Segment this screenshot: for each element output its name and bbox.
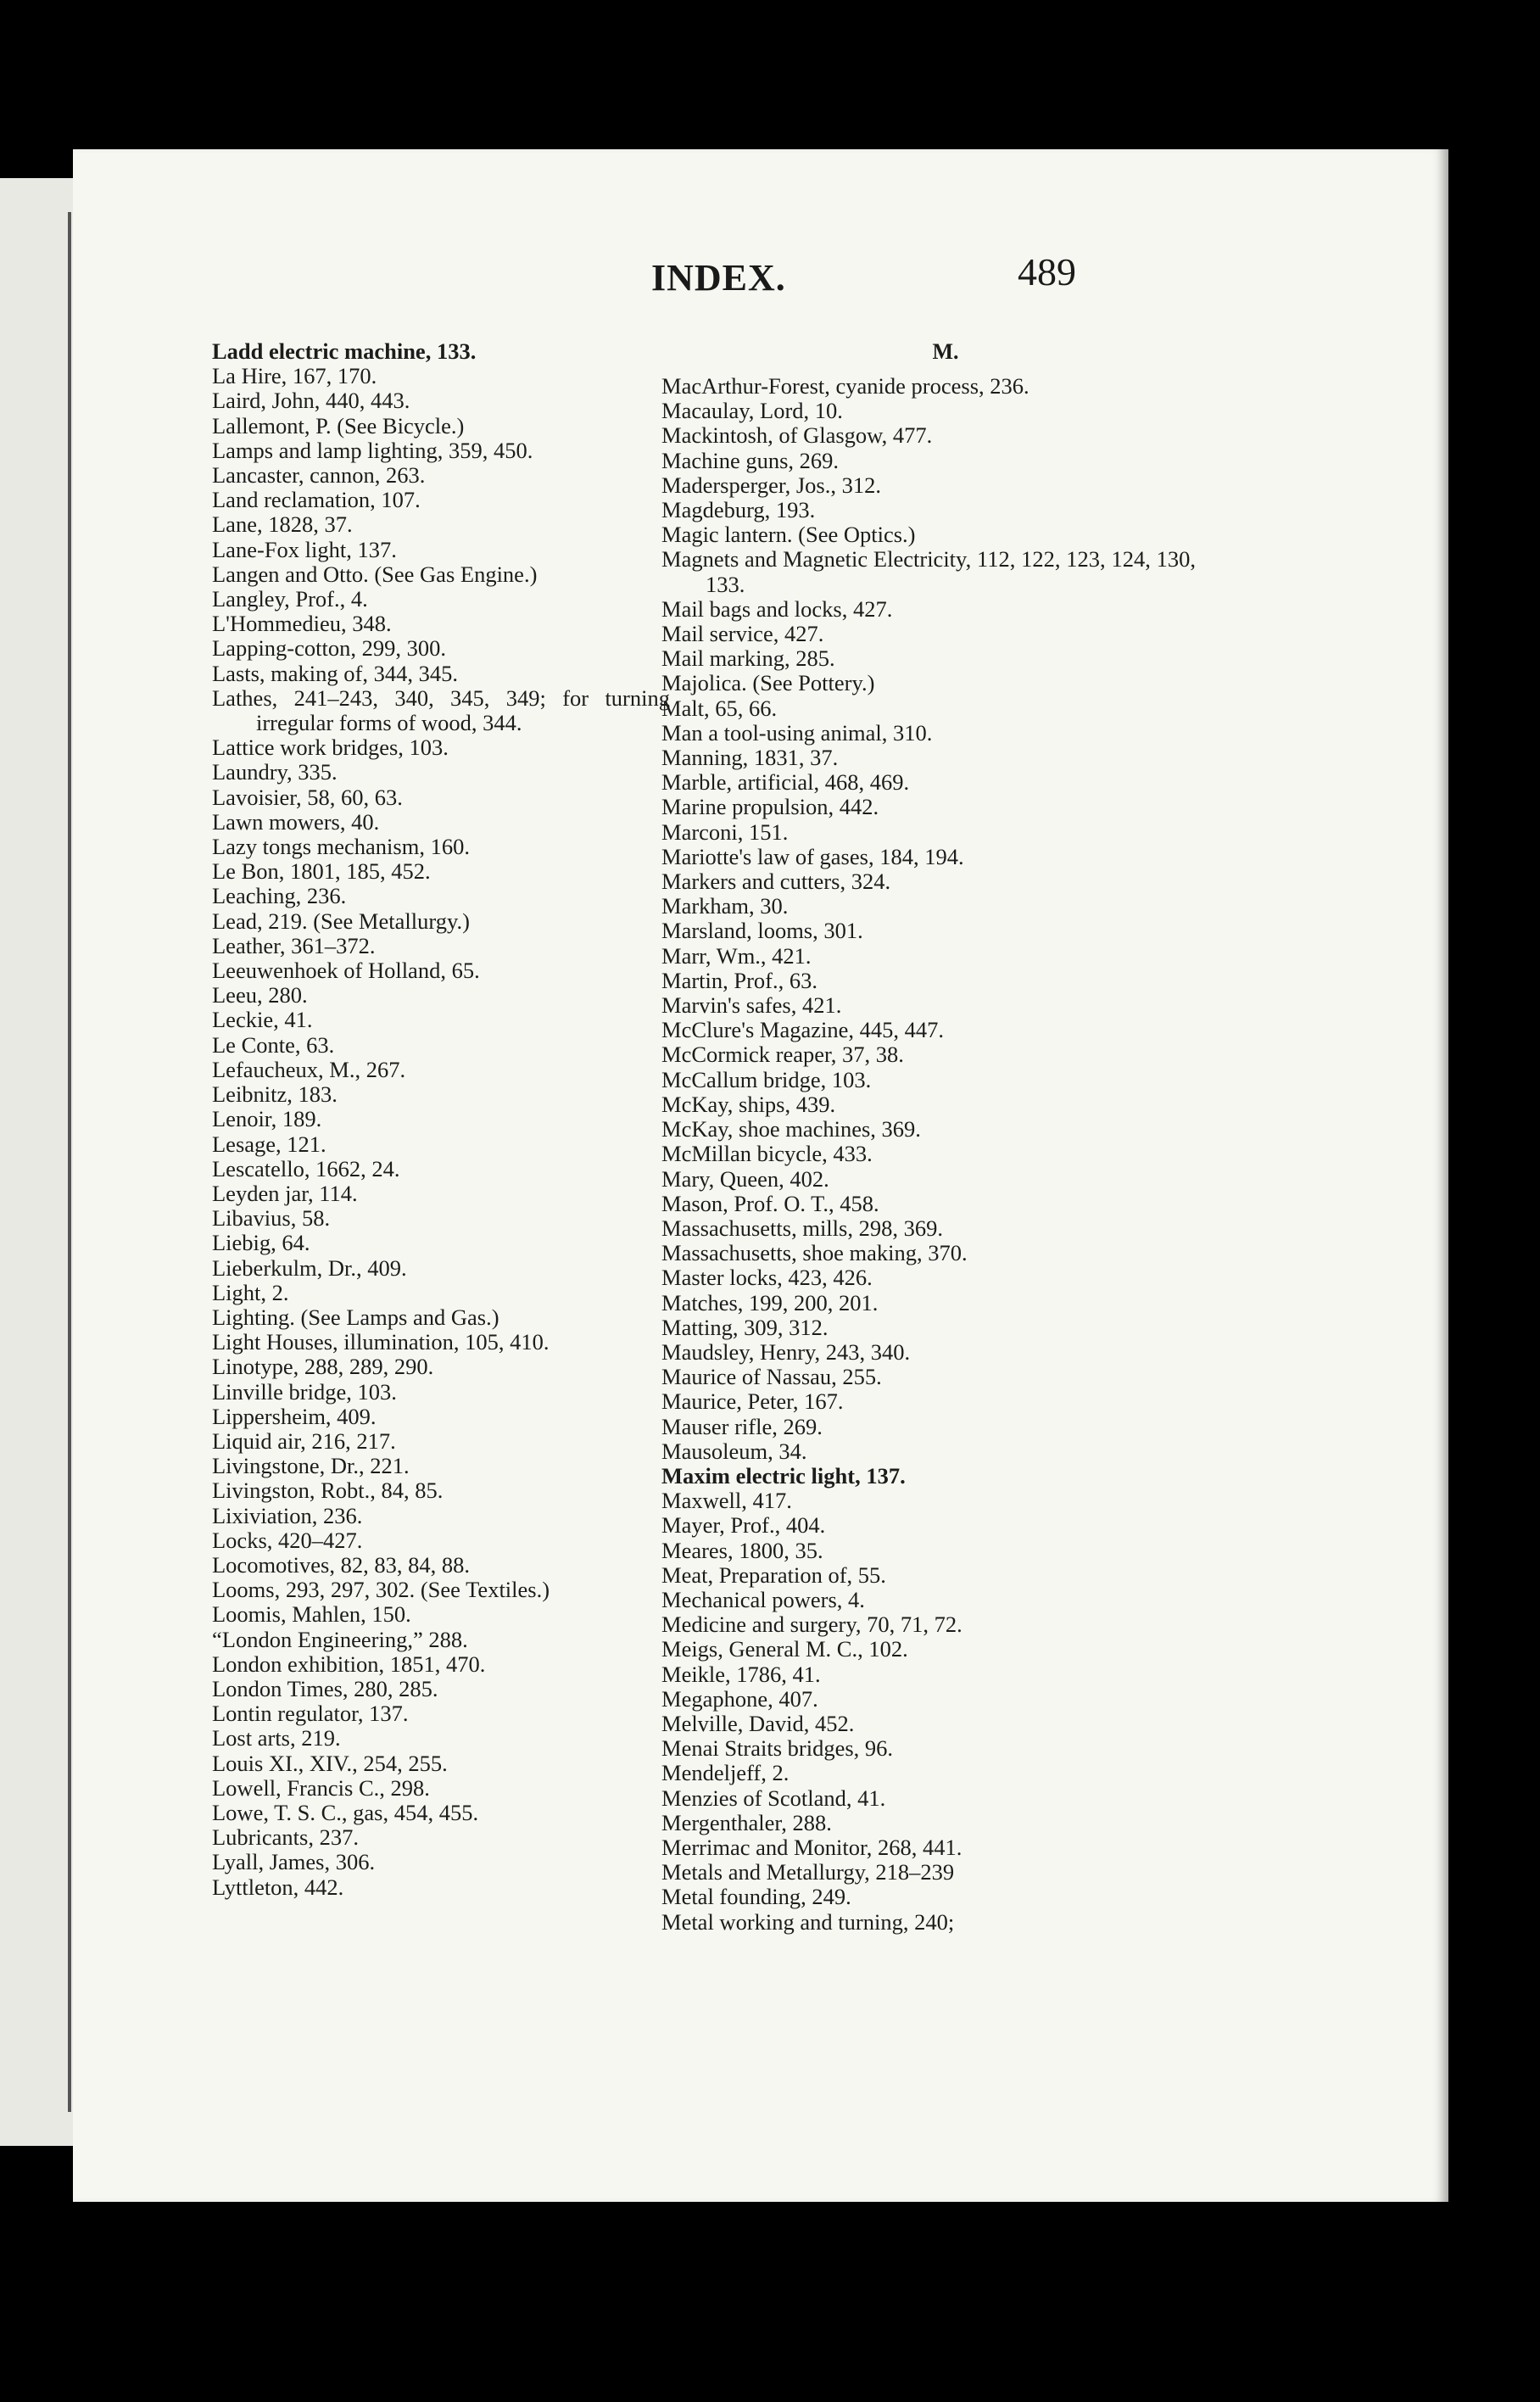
index-entry: McKay, shoe machines, 369. [661,1116,921,1142]
index-entry: Matches, 199, 200, 201. [661,1289,879,1316]
index-column-left [212,339,670,1900]
index-entry: Looms, 293, 297, 302. (See Textiles.) [212,1577,550,1603]
index-entry: Martin, Prof., 63. [661,967,818,993]
index-entry: Marsland, looms, 301. [661,918,863,944]
index-entry: Metal working and turning, 240; [661,1908,955,1935]
index-entries-m [661,374,1196,1935]
index-entry: L'Hommedieu, 348. [212,611,392,637]
index-entry: Megaphone, 407. [661,1685,818,1712]
index-entry: Macaulay, Lord, 10. [661,398,843,424]
index-entry: Mauser rifle, 269. [661,1413,823,1439]
index-entry: Lavoisier, 58, 60, 63. [212,784,403,810]
index-entry: Laundry, 335. [212,759,338,785]
index-entry: La Hire, 167, 170. [212,363,377,389]
index-entry: Medicine and surgery, 70, 71, 72. [661,1612,962,1638]
index-entry: Lancaster, cannon, 263. [212,462,426,489]
index-entry: McCallum bridge, 103. [661,1066,872,1092]
index-entry: Laird, John, 440, 443. [212,388,410,414]
index-entry: Magdeburg, 193. [661,497,816,523]
index-entry: Lane, 1828, 37. [212,511,353,538]
index-entry: Mail bags and locks, 427. [661,595,893,622]
index-entry: Libavius, 58. [212,1205,331,1232]
index-entry: Massachusetts, shoe making, 370. [661,1240,968,1266]
index-entry: Mayer, Prof., 404. [661,1512,826,1539]
index-entry: Land reclamation, 107. [212,487,421,513]
index-entry: Maxim electric light, 137. [661,1462,906,1489]
index-entry: Markers and cutters, 324. [661,869,891,895]
index-entry: Marine propulsion, 442. [661,794,879,820]
index-entry: Liquid air, 216, 217. [212,1427,396,1454]
index-entry: Majolica. (See Pottery.) [661,670,875,696]
index-entry: Lighting. (See Lamps and Gas.) [212,1304,499,1330]
index-entry: Metals and Metallurgy, 218–239 [661,1859,955,1885]
index-entry: Light Houses, illumination, 105, 410. [212,1329,550,1355]
index-entry: Locks, 420–427. [212,1527,363,1553]
index-entry: Menai Straits bridges, 96. [661,1735,894,1762]
index-entry: Magnets and Magnetic Electricity, 112, 122, 123, 124, 130, 133. [661,546,1196,597]
index-entry: Leeu, 280. [212,982,308,1008]
index-entry: Lowell, Francis C., 298. [212,1774,430,1801]
index-entry: Le Bon, 1801, 185, 452. [212,858,431,885]
index-entry: Mary, Queen, 402. [661,1165,829,1192]
index-entry: Lapping-cotton, 299, 300. [212,635,446,662]
index-entry: Lasts, making of, 344, 345. [212,660,458,686]
index-entry: Machine guns, 269. [661,447,840,473]
index-entry: Merrimac and Monitor, 268, 441. [661,1834,962,1860]
index-entry: Lyall, James, 306. [212,1849,376,1875]
index-entry: Lieberkulm, Dr., 409. [212,1254,407,1281]
index-entry: Lallemont, P. (See Bicycle.) [212,412,465,439]
index-entry: Leibnitz, 183. [212,1081,338,1108]
facing-page-edge [0,178,75,2146]
index-entry: Lamps and lamp lighting, 359, 450. [212,437,533,463]
index-entry: Loomis, Mahlen, 150. [212,1601,411,1628]
index-entry: McKay, ships, 439. [661,1091,836,1117]
index-entry: Louis XI., XIV., 254, 255. [212,1750,448,1776]
index-entry: Meikle, 1786, 41. [661,1661,821,1687]
index-entry: Master locks, 423, 426. [661,1265,873,1291]
index-entry: Marconi, 151. [661,818,789,845]
index-entry: Lontin regulator, 137. [212,1701,409,1727]
index-entry: McCormick reaper, 37, 38. [661,1042,904,1068]
index-entry: Meares, 1800, 35. [661,1537,823,1563]
index-entry: MacArthur-Forest, cyanide process, 236. [661,373,1029,399]
index-entry: Massachusetts, mills, 298, 369. [661,1215,943,1241]
index-entry: Lowe, T. S. C., gas, 454, 455. [212,1799,479,1825]
index-entry: Mendeljeff, 2. [661,1760,790,1786]
index-entry: Lesage, 121. [212,1131,326,1157]
index-entry: Manning, 1831, 37. [661,745,839,771]
index-entry: Linotype, 288, 289, 290. [212,1354,434,1380]
index-entry: London exhibition, 1851, 470. [212,1651,486,1677]
index-entry: Mason, Prof. O. T., 458. [661,1190,879,1216]
index-entry: Locomotives, 82, 83, 84, 88. [212,1551,470,1578]
index-entry: Malt, 65, 66. [661,695,778,721]
section-letter: M. [932,339,959,364]
index-entry: London Times, 280, 285. [212,1675,438,1701]
index-entry: Livingston, Robt., 84, 85. [212,1478,444,1504]
index-entry: Maurice, Peter, 167. [661,1388,844,1415]
page-number: 489 [1018,250,1076,293]
index-entry: Madersperger, Jos., 312. [661,472,881,498]
index-entry: Mergenthaler, 288. [661,1809,832,1835]
index-entry: Lane-Fox light, 137. [212,536,397,562]
index-entry: Maudsley, Henry, 243, 340. [661,1338,911,1365]
index-entry: Marr, Wm., 421. [661,942,812,969]
index-entry: Leckie, 41. [212,1007,313,1033]
index-entry: Livingstone, Dr., 221. [212,1453,410,1479]
index-entry: Langen and Otto. (See Gas Engine.) [212,561,538,587]
index-entry: Lyttleton, 442. [212,1874,344,1900]
index-entry: Menzies of Scotland, 41. [661,1785,886,1811]
index-entry: Lathes, 241–243, 340, 345, 349; for turning irregular forms of wood, 344. [212,684,670,736]
index-entry: Lefaucheux, M., 267. [212,1056,406,1082]
index-entry: Mausoleum, 34. [661,1438,807,1464]
index-entry: Lenoir, 189. [212,1106,322,1132]
running-head: INDEX. [651,257,786,299]
index-entry: Lead, 219. (See Metallurgy.) [212,908,470,934]
index-entry: Leyden jar, 114. [212,1180,358,1206]
index-entry: Leeuwenhoek of Holland, 65. [212,958,480,984]
index-entry: Mail marking, 285. [661,645,835,672]
index-entry: Lescatello, 1662, 24. [212,1155,400,1181]
index-entry: McMillan bicycle, 433. [661,1141,873,1167]
index-entry: Linville bridge, 103. [212,1378,397,1405]
index-entry: Leaching, 236. [212,883,347,909]
index-entry: Metal founding, 249. [661,1884,851,1910]
index-entry: Meigs, General M. C., 102. [661,1636,908,1662]
index-entry: Melville, David, 452. [661,1710,855,1736]
index-entry: Lawn mowers, 40. [212,808,380,835]
index-entry: Markham, 30. [661,893,789,919]
index-entry: Lixiviation, 236. [212,1502,363,1528]
index-entry: Mail service, 427. [661,621,824,647]
index-entry: Langley, Prof., 4. [212,586,368,612]
index-entry: Marble, artificial, 468, 469. [661,769,910,796]
index-entry: Leather, 361–372. [212,932,376,958]
index-entry: Light, 2. [212,1279,289,1305]
index-entry: Man a tool-using animal, 310. [661,719,933,746]
index-entry: Ladd electric machine, 133. [212,338,477,364]
index-entry: Maurice of Nassau, 255. [661,1364,882,1390]
index-entry: Matting, 309, 312. [661,1314,829,1340]
index-entry: Magic lantern. (See Optics.) [661,522,916,548]
index-entry: Lazy tongs mechanism, 160. [212,834,470,860]
index-entry: Lubricants, 237. [212,1824,359,1851]
index-entry: Lippersheim, 409. [212,1403,377,1429]
index-entry: Mackintosh, of Glasgow, 477. [661,422,933,449]
index-column-right [661,339,1196,1935]
index-entry: Lost arts, 219. [212,1725,341,1751]
index-entry: Mechanical powers, 4. [661,1586,865,1612]
index-entry: Marvin's safes, 421. [661,992,842,1019]
index-entry: Lattice work bridges, 103. [212,735,449,761]
index-entry: Meat, Preparation of, 55. [661,1561,886,1588]
index-entry: “London Engineering,” 288. [212,1626,468,1652]
index-entry: Le Conte, 63. [212,1031,335,1058]
index-entry: Maxwell, 417. [661,1488,792,1514]
index-entry: McClure's Magazine, 445, 447. [661,1017,945,1043]
index-entry: Mariotte's law of gases, 184, 194. [661,843,964,869]
index-entry: Liebig, 64. [212,1230,310,1256]
